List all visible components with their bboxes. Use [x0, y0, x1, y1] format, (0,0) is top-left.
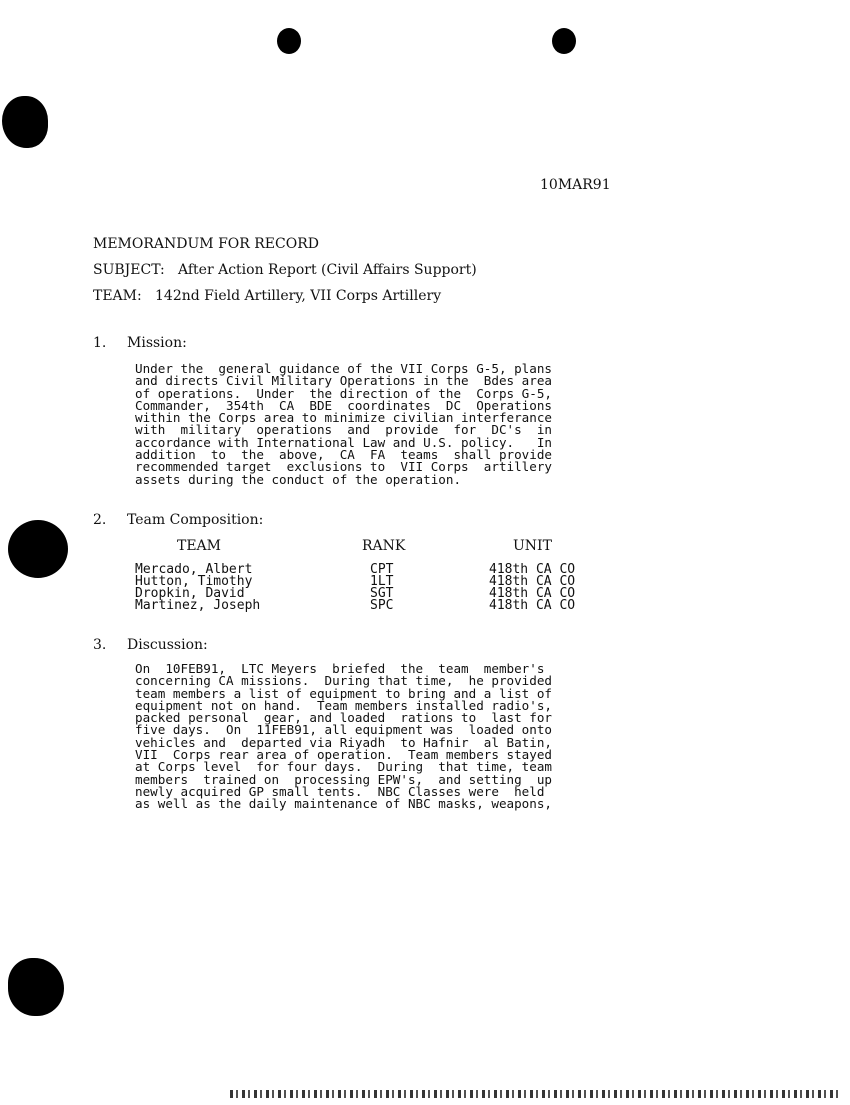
binder-hole-middle [8, 520, 68, 578]
team-member-rank: SGT [370, 586, 394, 601]
team-member-unit: 418th CA CO [489, 562, 576, 577]
team-member-rank: CPT [370, 562, 394, 577]
column-header-rank: RANK [362, 538, 406, 554]
team-member-name: Martinez, Joseph [135, 598, 261, 613]
punch-hole-top-left [277, 28, 301, 54]
team-member-name: Dropkin, David [135, 586, 245, 601]
section-number: 2. [93, 512, 107, 528]
team-member-unit: 418th CA CO [489, 586, 576, 601]
binder-hole-bottom [8, 958, 64, 1016]
scan-edge-noise [230, 1090, 840, 1098]
section-heading-mission: Mission: [127, 335, 187, 351]
discussion-paragraph: On 10FEB91, LTC Meyers briefed the team member's concerning CA missions. During that time, he provided team members a list of equipment to bring and a list of equipment not on hand. Team members installed radio's, packed personal gear, and loaded rations to last for five days. On 11FEB91, all equipment was loaded onto vehicles and departed via Riyadh to Hafnir al Batin, VII Corps rear area of operation. Team members stayed at Corps level for four days. During that time, team members trained on processing EPW's, and setting up newly acquired GP small tents. NBC Classes were held as well as the daily maintenance of NBC masks, weapons, [135, 661, 553, 812]
punch-hole-top-right [552, 28, 576, 54]
team-member-rank: SPC [370, 598, 394, 613]
team-member-name: Mercado, Albert [135, 562, 253, 577]
mission-paragraph: Under the general guidance of the VII Corps G-5, plans and directs Civil Military Operations in the Bdes area of operations. Under the direction of the Corps G-5, Commander, 354th CA BDE coordinates DC Operations within the Corps area to minimize civilian interferance with military operations and provide for DC's in accordance with International Law and U.S. policy. In addition to the above, CA FA teams shall provide recommended target exclusions to VII Corps artillery assets during the conduct of the operation. [135, 361, 553, 487]
team-label: TEAM: [93, 288, 142, 304]
memo-date: 10MAR91 [540, 177, 611, 193]
section-number: 3. [93, 637, 107, 653]
subject-label: SUBJECT: [93, 262, 165, 278]
subject-value: After Action Report (Civil Affairs Support) [178, 262, 477, 278]
team-member-unit: 418th CA CO [489, 598, 576, 613]
team-member-rank: 1LT [370, 574, 394, 589]
memo-heading: MEMORANDUM FOR RECORD [93, 236, 319, 252]
section-number: 1. [93, 335, 107, 351]
team-member-name: Hutton, Timothy [135, 574, 253, 589]
team-member-unit: 418th CA CO [489, 574, 576, 589]
binder-hole-top [2, 96, 48, 148]
team-value: 142nd Field Artillery, VII Corps Artillery [155, 288, 442, 304]
column-header-team: TEAM [177, 538, 222, 554]
column-header-unit: UNIT [513, 538, 552, 554]
section-heading-team-composition: Team Composition: [127, 512, 264, 528]
section-heading-discussion: Discussion: [127, 637, 208, 653]
